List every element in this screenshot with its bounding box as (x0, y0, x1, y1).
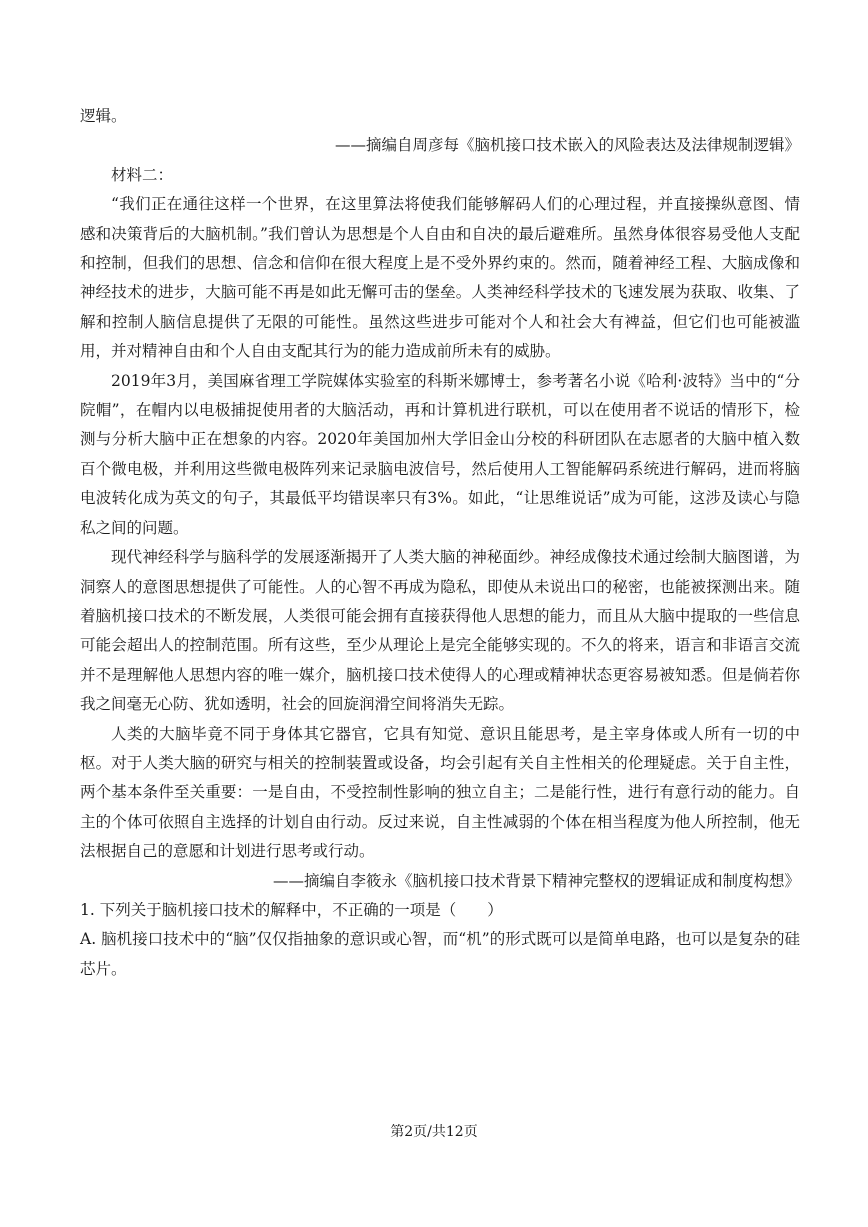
opening-fragment: 逻辑。 (80, 107, 127, 125)
paragraph-3: 现代神经科学与脑科学的发展逐渐揭开了人类大脑的神秘面纱。神经成像技术通过绘制大脑图谱，为洞察人的意图思想提供了可能性。人的心智不再成为隐私，即使从未说出口的秘密，也能被探测出来。随着脑机接口技术的不断发展，人类很可能会拥有直接获得他人思想的能力，而且从大脑中提取的一些信息可能会超出人的控制范围。所有这些，至少从理论上是完全能够实现的。不久的将来，语言和非语言交流并不是理解他人思想内容的唯一媒介，脑机接口技术使得人的心理或精神状态更容易被知悉。但是倘若你我之间毫无心防、犹如透明，社会的回旋润滑空间将消失无踪。 (80, 548, 800, 714)
option-a: A. 脑机接口技术中的“脑”仅仅指抽象的意识或心智，而“机”的形式既可以是简单电路，也可以是复杂的硅芯片。 (80, 930, 800, 978)
paragraph-2: 2019年3月，美国麻省理工学院媒体实验室的科斯米娜博士，参考著名小说《哈利·波特》当中的“分院帽”，在帽内以电极捕捉使用者的大脑活动，再和计算机进行联机，可以在使用者不说话的情形下，检测与分析大脑中正在想象的内容。2020年美国加州大学旧金山分校的科研团队在志愿者的大脑中植入数百个微电极，并利用这些微电极阵列来记录脑电波信号，然后使用人工智能解码系统进行解码，进而将脑电波转化成为英文的句子，其最低平均错误率只有3%。如此，“让思维说话”成为可能，这涉及读心与隐私之间的问题。 (80, 371, 800, 537)
question-1: 1. 下列关于脑机接口技术的解释中，不正确的一项是（ ） (80, 900, 503, 919)
page-footer: 第2页/共12页 (390, 1124, 478, 1140)
material-2-heading: 材料二： (111, 165, 174, 184)
source-citation-2: ——摘编自李筱永《脑机接口技术背景下精神完整权的逻辑证成和制度构想》 (272, 871, 800, 890)
paragraph-4: 人类的大脑毕竟不同于身体其它器官，它具有知觉、意识且能思考，是主宰身体或人所有一切的中枢。对于人类大脑的研究与相关的控制装置或设备，均会引起有关自主性相关的伦理疑虑。关于自主性，两个基本条件至关重要：一是自由，不受控制性影响的独立自主；二是能行性，进行有意行动的能力。自主的个体可依照自主选择的计划自由行动。反过来说，自主性减弱的个体在相当程度为他人所控制，他无法根据自己的意愿和计划进行思考或行动。 (80, 724, 800, 861)
source-citation-1: ——摘编自周彦每《脑机接口技术嵌入的风险表达及法律规制逻辑》 (334, 136, 800, 155)
paragraph-1: “我们正在通往这样一个世界，在这里算法将使我们能够解码人们的心理过程，并直接操纵意图、情感和决策背后的大脑机制。”我们曾认为思想是个人自由和自决的最后避难所。虽然身体很容易受他人支配和控制，但我们的思想、信念和信仰在很大程度上是不受外界约束的。然而，随着神经工程、大脑成像和神经技术的进步，大脑可能不再是如此无懈可击的堡垒。人类神经科学技术的飞速发展为获取、收集、了解和控制人脑信息提供了无限的可能性。虽然这些进步可能对个人和社会大有裨益，但它们也可能被滥用，并对精神自由和个人自由支配其行为的能力造成前所未有的威胁。 (80, 195, 800, 361)
page-content (80, 102, 800, 984)
